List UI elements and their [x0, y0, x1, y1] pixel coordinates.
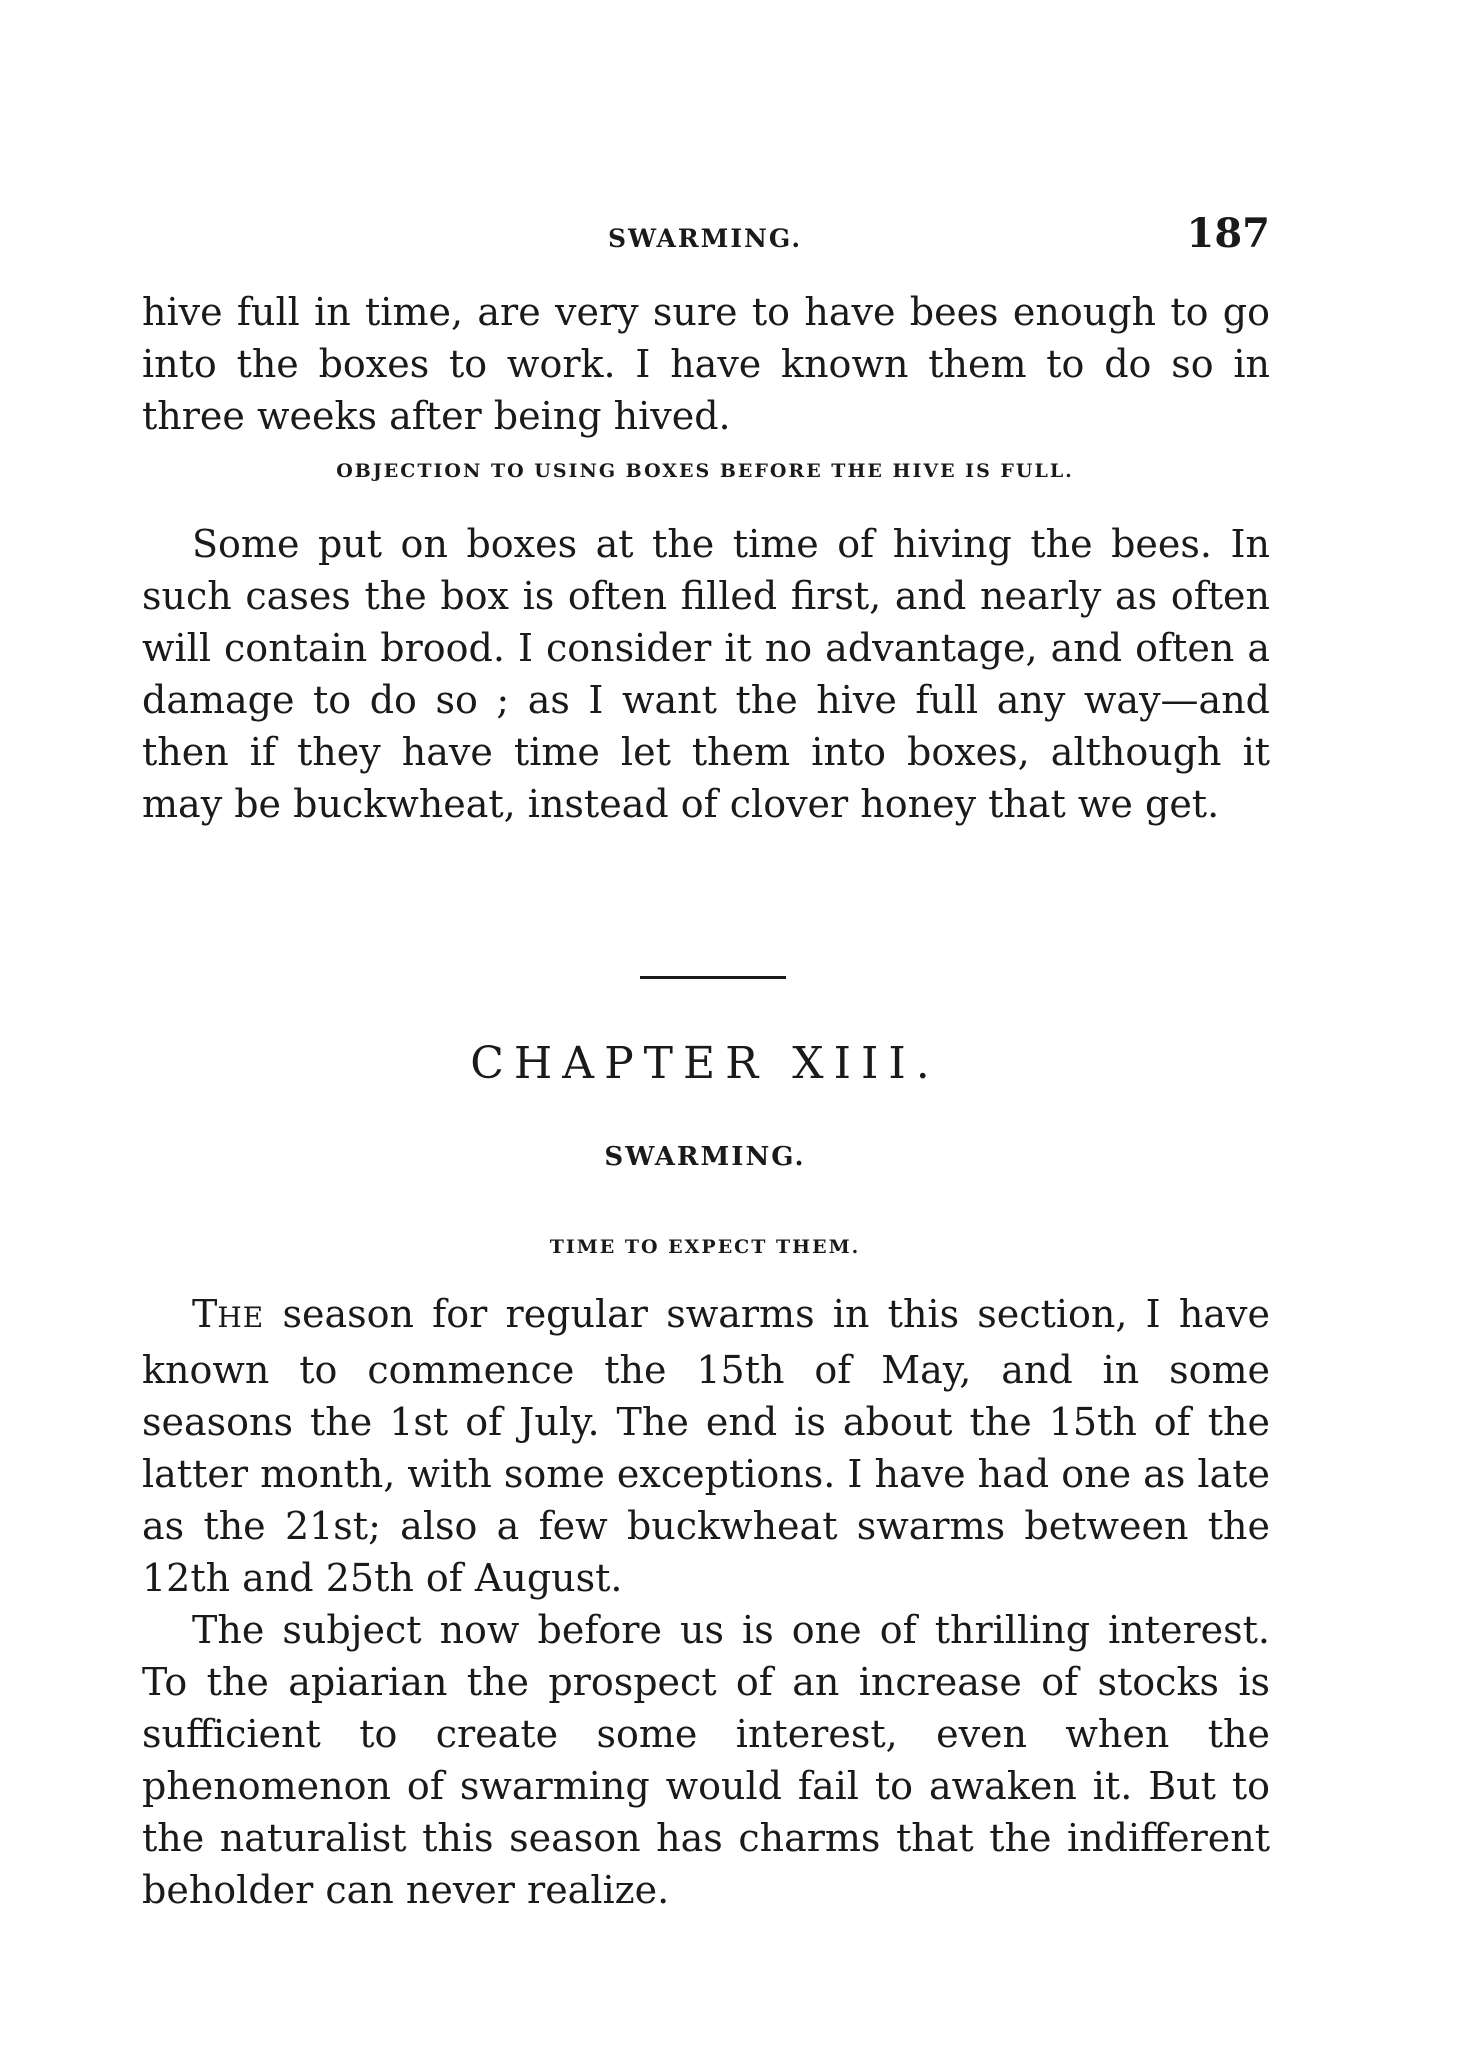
chapter-title: CHAPTER XIII. — [470, 1038, 940, 1089]
section-heading-time: TIME TO EXPECT THEM. — [549, 1236, 861, 1258]
subject-paragraph: The subject now before us is one of thrilling interest. To the apiarian the prospect of an increase of stocks is sufficient to create some interest, even when the phenomenon of swarming would fail to awaken it. But to the naturalist this season has charms that the indifferent beholder can never realize. — [142, 1608, 1270, 1912]
page-number: 187 — [1186, 210, 1270, 257]
chapter-subtitle: SWARMING. — [604, 1142, 806, 1172]
first-word-rest: HE — [217, 1301, 265, 1334]
objection-paragraph-text: Some put on boxes at the time of hiving the bees. In such cases the box is often filled first, and nearly as often will contain brood. I consider it no advantage, and often a damage to do so ; as I want the hive full any way—and then if they have time let them into boxes, although it may be buckwheat, instead of clover honey that we get. — [142, 522, 1270, 826]
time-section-body — [142, 1288, 1270, 1916]
season-paragraph-text: season for regular swarms in this section, I have known to commence the 15th of May, and in some seasons the 1st of July. The end is about the 15th of the latter month, with some exceptions. I have had one as late as the 21st; also a few buckwheat swarms between the 12th and 25th of August. — [142, 1292, 1270, 1600]
running-head — [140, 210, 1270, 270]
opening-paragraph-text: hive full in time, are very sure to have bees enough to go into the boxes to work. I have known them to do so in three weeks after being hived. — [142, 290, 1270, 438]
chapter-divider-rule — [640, 976, 786, 979]
opening-paragraph — [142, 286, 1270, 442]
first-word-initial: T — [192, 1292, 218, 1336]
season-paragraph — [142, 1288, 1270, 1604]
running-title: SWARMING. — [607, 224, 803, 253]
section-heading-objection: OBJECTION TO USING BOXES BEFORE THE HIVE IS FULL. — [336, 460, 1074, 482]
objection-paragraph — [142, 518, 1270, 830]
